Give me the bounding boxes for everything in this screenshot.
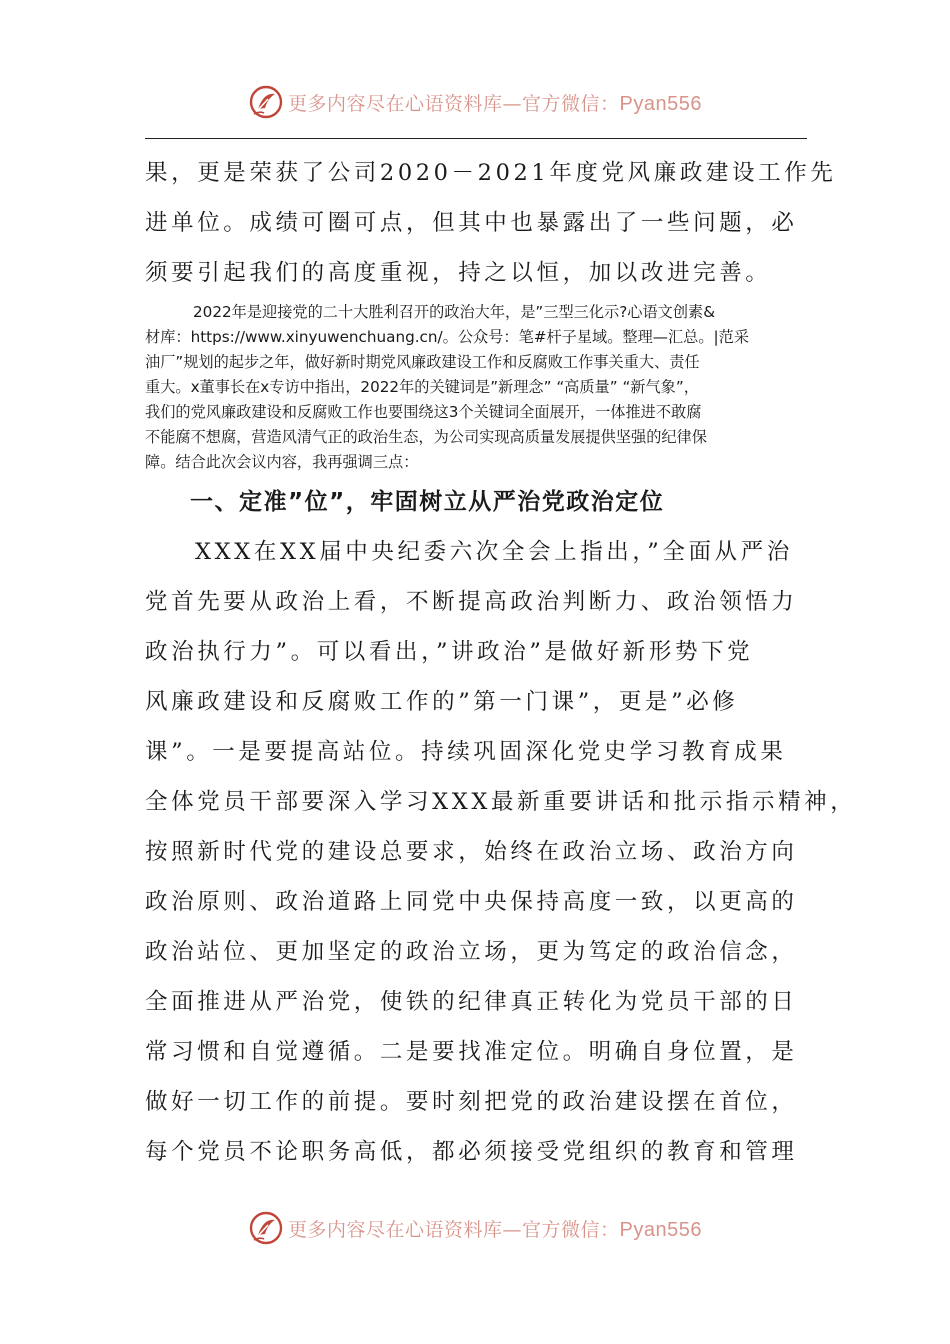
text-line: 按照新时代党的建设总要求，始终在政治立场、政治方向 bbox=[145, 839, 798, 865]
text-line: 果，更是荣获了公司2020－2021年度党风廉政建设工作先 bbox=[145, 160, 837, 186]
text-line: 我们的党风廉政建设和反腐败工作也要围绕这3个关键词全面展开，一体推进不敢腐 bbox=[145, 403, 702, 421]
section-heading-1: 一、定准”位”，牢固树立从严治党政治定位 bbox=[190, 489, 665, 515]
text-line: 须要引起我们的高度重视，持之以恒，加以改进完善。 bbox=[145, 260, 772, 286]
text-line: 进单位。成绩可圈可点，但其中也暴露出了一些问题，必 bbox=[145, 210, 798, 236]
footer-banner-text: 更多内容尽在心语资料库—官方微信：Pyan556 bbox=[288, 1218, 702, 1241]
footer-banner bbox=[0, 1208, 950, 1248]
paragraph-3 bbox=[145, 527, 857, 1177]
text-line: 重大。x董事长在x专访中指出，2022年的关键词是”新理念” “高质量” “新气象”， bbox=[145, 378, 699, 396]
text-line: 全面推进从严治党，使铁的纪律真正转化为党员干部的日 bbox=[145, 989, 798, 1015]
brand-logo-icon bbox=[248, 1210, 284, 1246]
text-line: 党首先要从政治上看，不断提高政治判断力、政治领悟力 bbox=[145, 589, 798, 615]
header-divider bbox=[145, 138, 807, 139]
text-line: 材库：https://www.xinyuwenchuang.cn/。公众号：笔#杆子星域。整理—汇总。|范采 bbox=[145, 328, 750, 346]
text-line: 不能腐不想腐，营造风清气正的政治生态，为公司实现高质量发展提供坚强的纪律保 bbox=[145, 428, 707, 446]
text-line: 2022年是迎接党的二十大胜利召开的政治大年，是”三型三化示?心语文创素& bbox=[193, 303, 716, 321]
text-line: 全体党员干部要深入学习XXX最新重要讲话和批示指示精神， bbox=[145, 789, 857, 815]
document-body bbox=[145, 148, 857, 1177]
text-line: 风廉政建设和反腐败工作的”第一门课”，更是”必修 bbox=[145, 689, 739, 715]
text-line: 课”。一是要提高站位。持续巩固深化党史学习教育成果 bbox=[145, 739, 787, 765]
text-line: 常习惯和自觉遵循。二是要找准定位。明确自身位置，是 bbox=[145, 1039, 798, 1065]
text-line: 每个党员不论职务高低，都必须接受党组织的教育和管理 bbox=[145, 1139, 798, 1165]
text-line: 政治原则、政治道路上同党中央保持高度一致，以更高的 bbox=[145, 889, 798, 915]
paragraph-1 bbox=[145, 148, 837, 298]
header-wechat-id: Pyan556 bbox=[619, 92, 702, 115]
text-line: XXX在XX届中央纪委六次全会上指出，”全面从严治 bbox=[195, 539, 793, 565]
paragraph-2-inserted-note bbox=[145, 300, 813, 475]
text-line: 政治执行力”。可以看出，”讲政治”是做好新形势下党 bbox=[145, 639, 754, 665]
header-banner-text: 更多内容尽在心语资料库—官方微信：Pyan556 bbox=[288, 92, 702, 115]
header-banner bbox=[0, 82, 950, 122]
text-line: 障。结合此次会议内容，我再强调三点： bbox=[145, 453, 419, 471]
text-line: 做好一切工作的前提。要时刻把党的政治建设摆在首位， bbox=[145, 1089, 798, 1115]
text-line: 油厂”规划的起步之年，做好新时期党风廉政建设工作和反腐败工作事关重大、责任 bbox=[145, 353, 700, 371]
brand-logo-icon bbox=[248, 84, 284, 120]
footer-wechat-id: Pyan556 bbox=[619, 1218, 702, 1241]
text-line: 政治站位、更加坚定的政治立场，更为笃定的政治信念， bbox=[145, 939, 798, 965]
